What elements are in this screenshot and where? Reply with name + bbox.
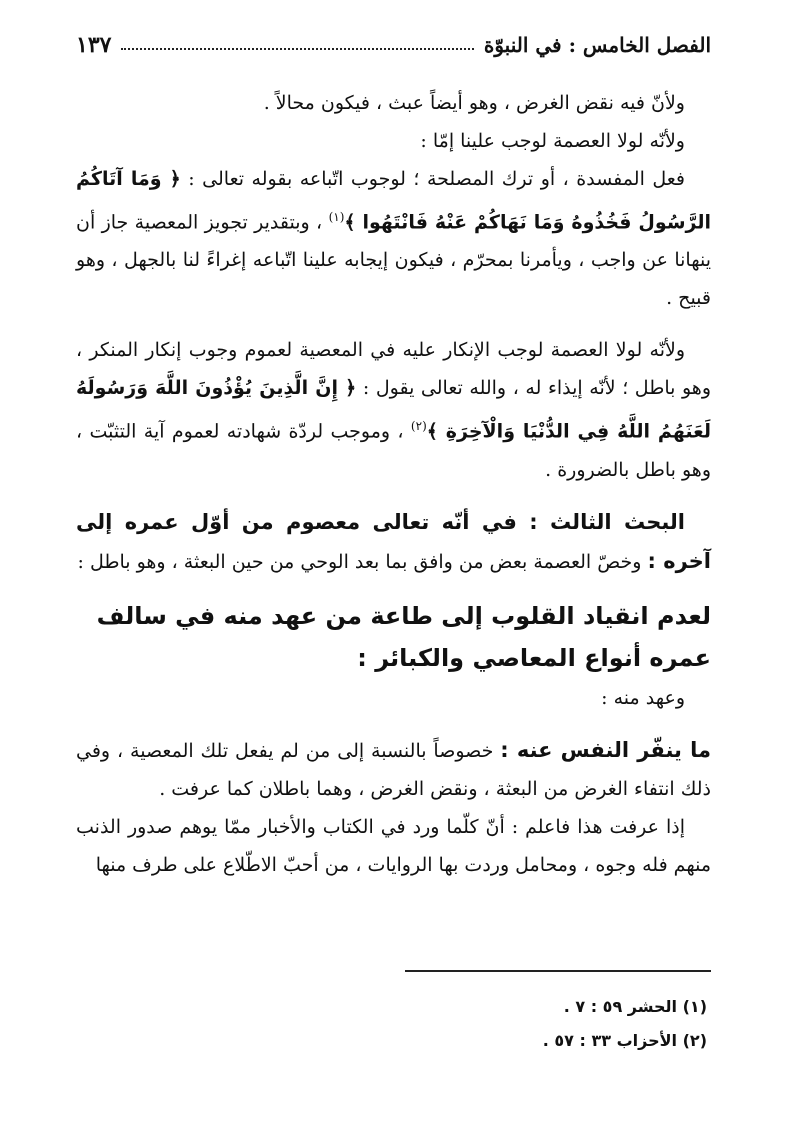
header-dotted-leader [121,48,473,50]
section-heading-3: البحث الثالث : في أنّه تعالى معصوم من أوّل عمره إلى آخره : [76,509,711,573]
paragraph-8 [76,731,711,808]
chapter-title: الفصل الخامس : في النبوّة [483,33,711,57]
quran-verse-1: ﴿ وَمَا آتَاكُمُ الرَّسُولُ فَخُذُوهُ وَمَا نَهَاكُمْ عَنْهُ فَانْتَهُوا ﴾ [76,168,711,234]
footnote-2: (٢) الأحزاب ٣٣ : ٥٧ . [542,1031,707,1050]
paragraph-7: وعهد منه : [601,686,685,709]
subheading-repels: ما ينفّر النفس عنه : [500,737,711,762]
paragraph-9: إذا عرفت هذا فاعلم : أنّ كلّما ورد في الكتاب والأخبار ممّا يوهم صدور الذنب منهم فله وجوه ، ومحامل وردت بها الروايات ، من أحبّ الاطّلاع على طرف منها [76,815,711,876]
footnotes [543,990,707,1058]
footnote-separator [405,970,711,972]
spacer [76,317,711,331]
paragraph-5-text: وخصّ العصمة بعض من وافق بما بعد الوحي من حين البعثة ، وهو باطل : [77,550,648,573]
page-number: ١٣٧ [76,32,112,58]
paragraph-2: ولأنّه لولا العصمة لوجب علينا إمّا : [420,130,685,152]
paragraph-1: ولأنّ فيه نقض الغرض ، وهو أيضاً عبث ، فيكون محالاً . [263,92,685,114]
spacer [76,717,711,731]
page-body [76,84,711,884]
paragraph-4-text-b: ، وموجب لردّة شهادته لعموم آية التثبّت ، وهو باطل بالضرورة . [76,420,711,481]
footnote-1: (١) الحشر ٥٩ : ٧ . [563,997,707,1016]
paragraph-3 [76,160,711,317]
paragraph-4 [76,331,711,488]
paragraph-8-text: خصوصاً بالنسبة إلى من لم يفعل تلك المعصية ، وفي ذلك انتفاء الغرض من البعثة ، ونقض الغرض ، وهما باطلان كما عرفت . [76,739,711,800]
paragraph-4-text-a: ولأنّه لولا العصمة لوجب الإنكار عليه في المعصية لعموم وجوب إنكار المنكر ، وهو باطل ؛ لأنّه إيذاء له ، والله تعالى يقول : [76,339,711,400]
quran-verse-2: ﴿ إِنَّ الَّذِينَ يُؤْذُونَ اللَّهَ وَرَسُولَهُ لَعَنَهُمُ اللَّهُ فِي الدُّنْيَا وَالْآخِرَةِ ﴾ [76,377,711,443]
paragraph-3-text-b: ، وبتقدير تجويز المعصية جاز أن ينهانا عن واجب ، ويأمرنا بمحرّم ، فيكون إيجابه علينا اتّباعه إغراءً لنا بالجهل ، وهو قبيح . [76,211,711,310]
spacer [76,489,711,503]
bold-statement-heading: لعدم انقياد القلوب إلى طاعة من عهد منه في سالف عمره أنواع المعاصي والكبائر : [96,601,711,672]
footnote-ref-2: (٢) [410,419,427,434]
footnote-ref-1: (١) [328,210,345,224]
paragraph-3-text-a: فعل المفسدة ، أو ترك المصلحة ؛ لوجوب اتّباعه بقوله تعالى : [180,168,685,190]
running-header [76,28,711,63]
paragraph-5 [76,503,711,581]
